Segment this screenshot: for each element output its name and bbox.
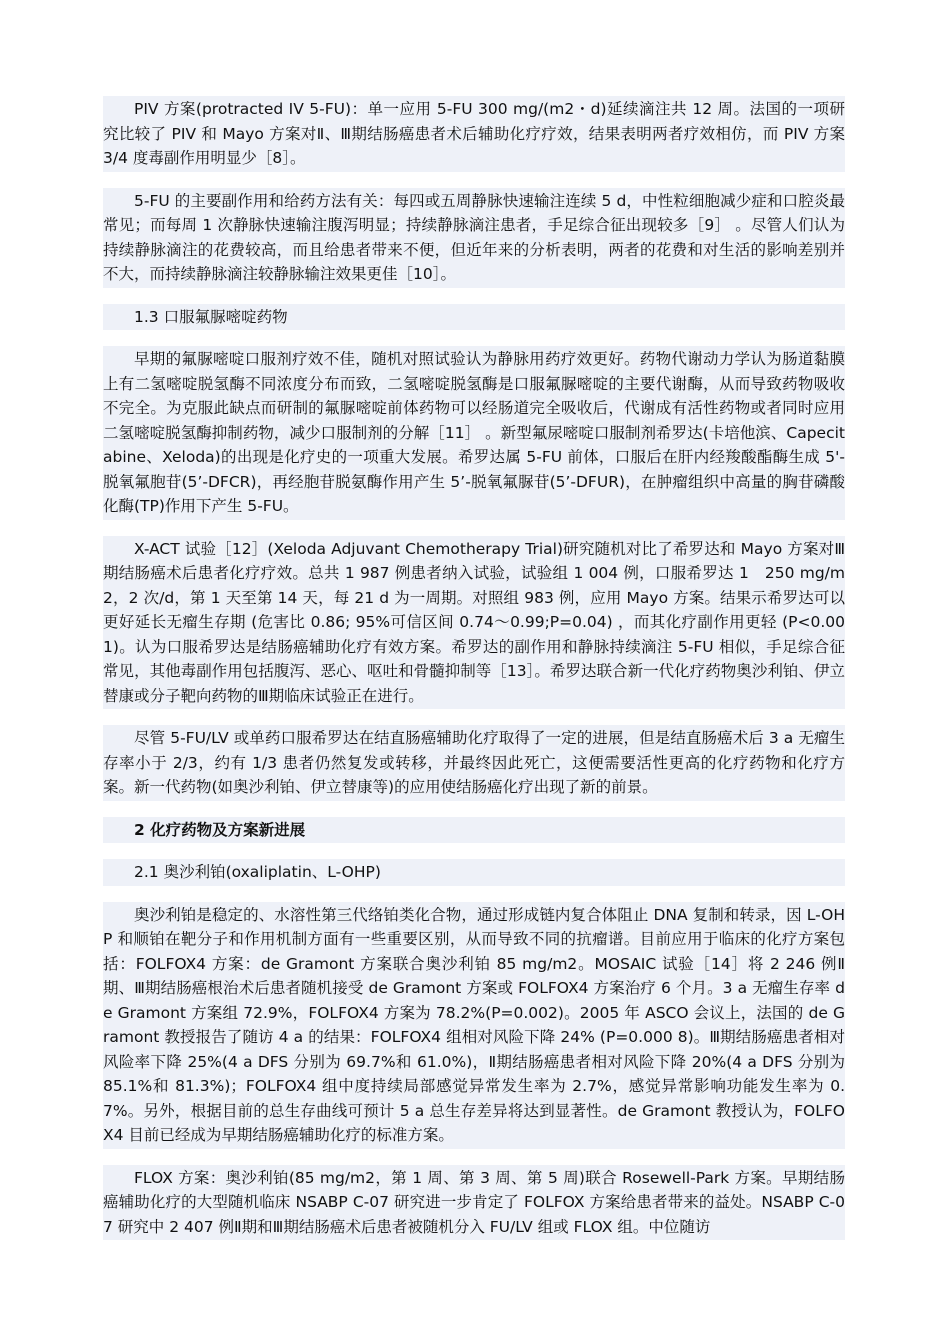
paragraph-5fu-side-effects: 5-FU 的主要副作用和给药方法有关：每四或五周静脉快速输注连续 5 d，中性粒细胞减少症和口腔炎最常见；而每周 1 次静脉快速输注腹泻明显；持续静脉滴注患者，手足综合征出现较多［9］ 。尽管人们认为持续静脉滴注的花费较高，而且给患者带来不便，但近年来的分析表明，两者的花费和对生活的影响差别并不大，而持续静脉滴注较静脉输注效果更佳［10］。 bbox=[103, 188, 845, 288]
section-heading-2: 2 化疗药物及方案新进展 bbox=[103, 817, 845, 844]
paragraph-flox-regimen: FLOX 方案：奥沙利铂(85 mg/m2，第 1 周、第 3 周、第 5 周)联合 Rosewell-Park 方案。早期结肠癌辅助化疗的大型随机临床 NSABP C-07 研究进一步肯定了 FOLFOX 方案给患者带来的益处。NSABP C-07 研究中 2 407 例Ⅱ期和Ⅲ期结肠癌术后患者被随机分入 FU/LV 组或 FLOX 组。中位随访 bbox=[103, 1165, 845, 1241]
paragraph-adjuvant-progress: 尽管 5-FU/LV 或单药口服希罗达在结直肠癌辅助化疗取得了一定的进展，但是结直肠癌术后 3 a 无瘤生存率小于 2/3，约有 1/3 患者仍然复发或转移，并最终因此死亡，这便需要活性更高的化疗药物和化疗方案。新一代药物(如奥沙利铂、伊立替康等)的应用使结肠癌化疗出现了新的前景。 bbox=[103, 725, 845, 801]
document-page bbox=[103, 96, 845, 1256]
section-heading-2-1: 2.1 奥沙利铂(oxaliplatin、L-OHP) bbox=[103, 859, 845, 886]
paragraph-oral-fluoropyrimidine: 早期的氟脲嘧啶口服剂疗效不佳，随机对照试验认为静脉用药疗效更好。药物代谢动力学认为肠道黏膜上有二氢嘧啶脱氢酶不同浓度分布而致，二氢嘧啶脱氢酶是口服氟脲嘧啶的主要代谢酶，从而导致药物吸收不完全。为克服此缺点而研制的氟脲嘧啶前体药物可以经肠道完全吸收后，代谢成有活性药物或者同时应用二氢嘧啶脱氢酶抑制药物，减少口服制剂的分解［11］ 。新型氟尿嘧啶口服制剂希罗达(卡培他滨、Capecitabine、Xeloda)的出现是化疗史的一项重大发展。希罗达属 5-FU 前体，口服后在肝内经羧酸酯酶生成 5'-脱氧氟胞苷(5’-DFCR)，再经胞苷脱氨酶作用产生 5’-脱氧氟脲苷(5’-DFUR)，在肿瘤组织中高量的胸苷磷酸化酶(TP)作用下产生 5-FU。 bbox=[103, 346, 845, 520]
paragraph-oxaliplatin: 奥沙利铂是稳定的、水溶性第三代络铂类化合物，通过形成链内复合体阻止 DNA 复制和转录，因 L-OHP 和顺铂在靶分子和作用机制方面有一些重要区别，从而导致不同的抗瘤谱。目前应用于临床的化疗方案包括：FOLFOX4 方案：de Gramont 方案联合奥沙利铂 85 mg/m2。MOSAIC 试验［14］将 2 246 例Ⅱ期、Ⅲ期结肠癌根治术后患者随机接受 de Gramont 方案或 FOLFOX4 方案治疗 6 个月。3 a 无瘤生存率 de Gramont 方案组 72.9%，FOLFOX4 方案为 78.2%(P=0.002)。2005 年 ASCO 会议上，法国的 de Gramont 教授报告了随访 4 a 的结果：FOLFOX4 组相对风险下降 24% (P=0.000 8)。Ⅲ期结肠癌患者相对风险率下降 25%(4 a DFS 分别为 69.7%和 61.0%)，Ⅱ期结肠癌患者相对风险下降 20%(4 a DFS 分别为 85.1%和 81.3%)；FOLFOX4 组中度持续局部感觉异常发生率为 2.7%，感觉异常影响功能发生率为 0.7%。另外，根据目前的总生存曲线可预计 5 a 总生存差异将达到显著性。de Gramont 教授认为，FOLFOX4 目前已经成为早期结肠癌辅助化疗的标准方案。 bbox=[103, 902, 845, 1149]
paragraph-x-act-trial: X-ACT 试验［12］(Xeloda Adjuvant Chemotherapy Trial)研究随机对比了希罗达和 Mayo 方案对Ⅲ期结肠癌术后患者化疗疗效。总共 1 987 例患者纳入试验，试验组 1 004 例，口服希罗达 1 250 mg/m2，2 次/d，第 1 天至第 14 天，每 21 d 为一周期。对照组 983 例，应用 Mayo 方案。结果示希罗达可以更好延长无瘤生存期 (危害比 0.86; 95%可信区间 0.74～0.99;P=0.04) ，而其化疗副作用更轻 (P<0.001)。认为口服希罗达是结肠癌辅助化疗有效方案。希罗达的副作用和静脉持续滴注 5-FU 相似，手足综合征常见，其他毒副作用包括腹泻、恶心、呕吐和骨髓抑制等［13］。希罗达联合新一代化疗药物奥沙利铂、伊立替康或分子靶向药物的Ⅲ期临床试验正在进行。 bbox=[103, 536, 845, 710]
section-heading-1-3: 1.3 口服氟脲嘧啶药物 bbox=[103, 304, 845, 331]
paragraph-piv-regimen: PIV 方案(protracted IV 5-FU)：单一应用 5-FU 300 mg/(m2・d)延续滴注共 12 周。法国的一项研究比较了 PIV 和 Mayo 方案对Ⅱ、Ⅲ期结肠癌患者术后辅助化疗疗效，结果表明两者疗效相仿，而 PIV 方案 3/4 度毒副作用明显少［8］。 bbox=[103, 96, 845, 172]
